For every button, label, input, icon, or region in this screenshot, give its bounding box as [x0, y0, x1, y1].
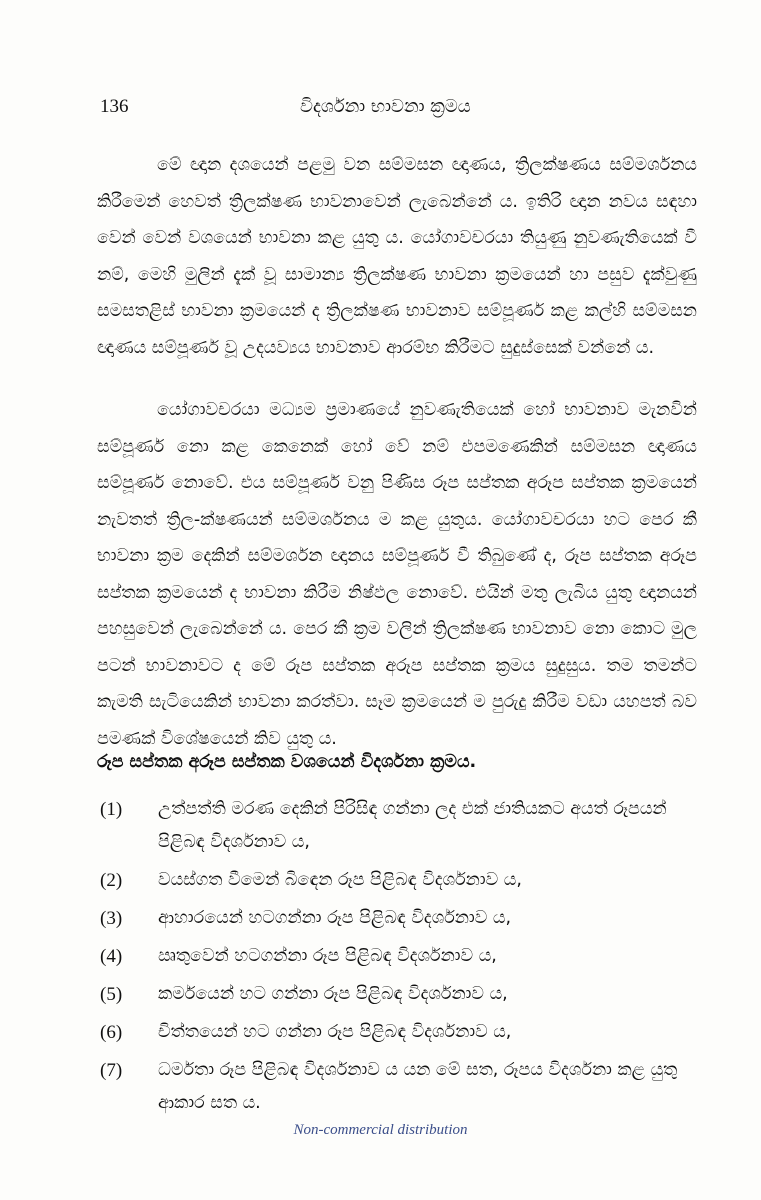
paragraph-2: යෝගාවචරයා මධ්‍යම ප්‍රමාණයේ නුවණැතියෙක් හෝ භාවනාව මැනවින් සම්පූර්ණ නො කළ කෙනෙක් හෝ වේ නම් එපමණෙකින් සම්මසන ඥාණය සම්පූර්ණ නොවේ. එය සම්පූර්ණ වනු පිණිස රූප සප්තක අරූප සප්තක ක්‍රමයෙන් නැවතත් ත්‍රිල-ක්ෂණයන් සම්මර්ශනය ම කළ යුතුය. යෝගාවචරයා හට පෙර කී භාවනා ක්‍රම දෙකින් සම්මර්ශන ඥානය සම්පූර්ණ වී තිබුණේ ද, රූප සප්තක අරූප සප්තක ක්‍රමයෙන් ද භාවනා කිරීම නිෂ්ඵල නොවේ. එයින් මතු ලැබිය යුතු ඥානයන් පහසුවෙන් ලැබෙන්නේ ය. පෙර කී ක්‍රම වලින් ත්‍රිලක්ෂණ භාවනාව නො කොට මුල පටන් භාවනාවට ද මේ රූප සප්තක අරූප සප්තක ක්‍රමය සුදුසුය. තම තමන්ට කැමති සැටියෙකින් භාවනා කරත්වා. සෑම ක්‍රමයෙන් ම පුරුදු කිරීම වඩා යහපත් බව පමණක් විශේෂයෙන් කිව යුතු ය.: [97, 400, 697, 749]
section-heading: රූප සප්තක අරූප සප්තක වශයෙන් විදර්ශනා ක්‍රමය.: [97, 752, 477, 772]
running-title: විදර්ශනා භාවනා ක්‍රමය: [300, 96, 471, 117]
list-item: [100, 864, 697, 897]
page-header: [100, 96, 700, 126]
list-number: (4): [100, 946, 123, 967]
list-number: (5): [100, 984, 123, 1005]
page-number: 136: [100, 96, 129, 117]
list-text: ධර්මතා රූප පිළිබඳ විදර්ශනාව ය යන මේ සත, රූපය විදර්ශනා කළ යුතු ආකාර සත ය.: [158, 1060, 678, 1113]
list-text: වයස්ගත වීමෙන් බිඳෙන රූප පිළිබඳ විදර්ශනාව ය,: [158, 870, 522, 890]
list-item: [100, 1054, 697, 1120]
footer-watermark: Non-commercial distribution: [293, 1122, 468, 1138]
list-item: [100, 902, 697, 935]
list-text: චිත්තයෙන් හට ගන්නා රූප පිළිබඳ විදර්ශනාව ය,: [158, 1022, 512, 1042]
paragraph-1: මේ ඥාන දශයෙන් පළමු වන සම්මසන ඥාණය, ත්‍රිලක්ෂණය සම්මර්ශනය කිරීමෙන් හෙවත් ත්‍රිලක්ෂණ භාවනාවෙන් ලැබෙන්නේ ය. ඉතිරි ඥාන නවය සඳහා වෙන් වෙන් වශයෙන් භාවනා කළ යුතු ය. යෝගාවචරයා තියුණු නුවණැතියෙක් වී නම්, මෙහි මුලින් දැක් වූ සාමාන්‍ය ත්‍රිලක්ෂණ භාවනා ක්‍රමයෙන් හා පසුව දැක්වුණු සමසතළිස් භාවනා ක්‍රමයෙන් ද ත්‍රිලක්ෂණ භාවනාව සම්පූර්ණ කළ කල්හි සම්මසන ඥාණය සම්පූර්ණ වූ උදයව්‍යය භාවනාව ආරම්භ කිරීමට සුදුස්සෙක් වන්නේ ය.: [97, 155, 697, 358]
list-number: (1): [100, 799, 123, 820]
list-number: (7): [100, 1060, 123, 1081]
numbered-list: [100, 793, 697, 1125]
list-item: [100, 978, 697, 1011]
list-text: උත්පත්ති මරණ දෙකින් පිරිසිඳ ගන්නා ලද එක් ජාතියකට අයත් රූපයන් පිළිබඳ විදර්ශනාව ය,: [158, 799, 667, 852]
list-number: (2): [100, 870, 123, 891]
list-text: ඍතුවෙන් හටගන්නා රූප පිළිබඳ විදර්ශනාව ය,: [158, 946, 497, 966]
list-number: (6): [100, 1022, 123, 1043]
list-number: (3): [100, 908, 123, 929]
list-item: [100, 793, 697, 859]
list-text: ආහාරයෙන් හටගන්නා රූප පිළිබඳ විදර්ශනාව ය,: [158, 908, 512, 928]
list-item: [100, 1016, 697, 1049]
list-item: [100, 940, 697, 973]
list-text: කර්මයෙන් හට ගන්නා රූප පිළිබඳ විදර්ශනාව ය,: [158, 984, 508, 1004]
